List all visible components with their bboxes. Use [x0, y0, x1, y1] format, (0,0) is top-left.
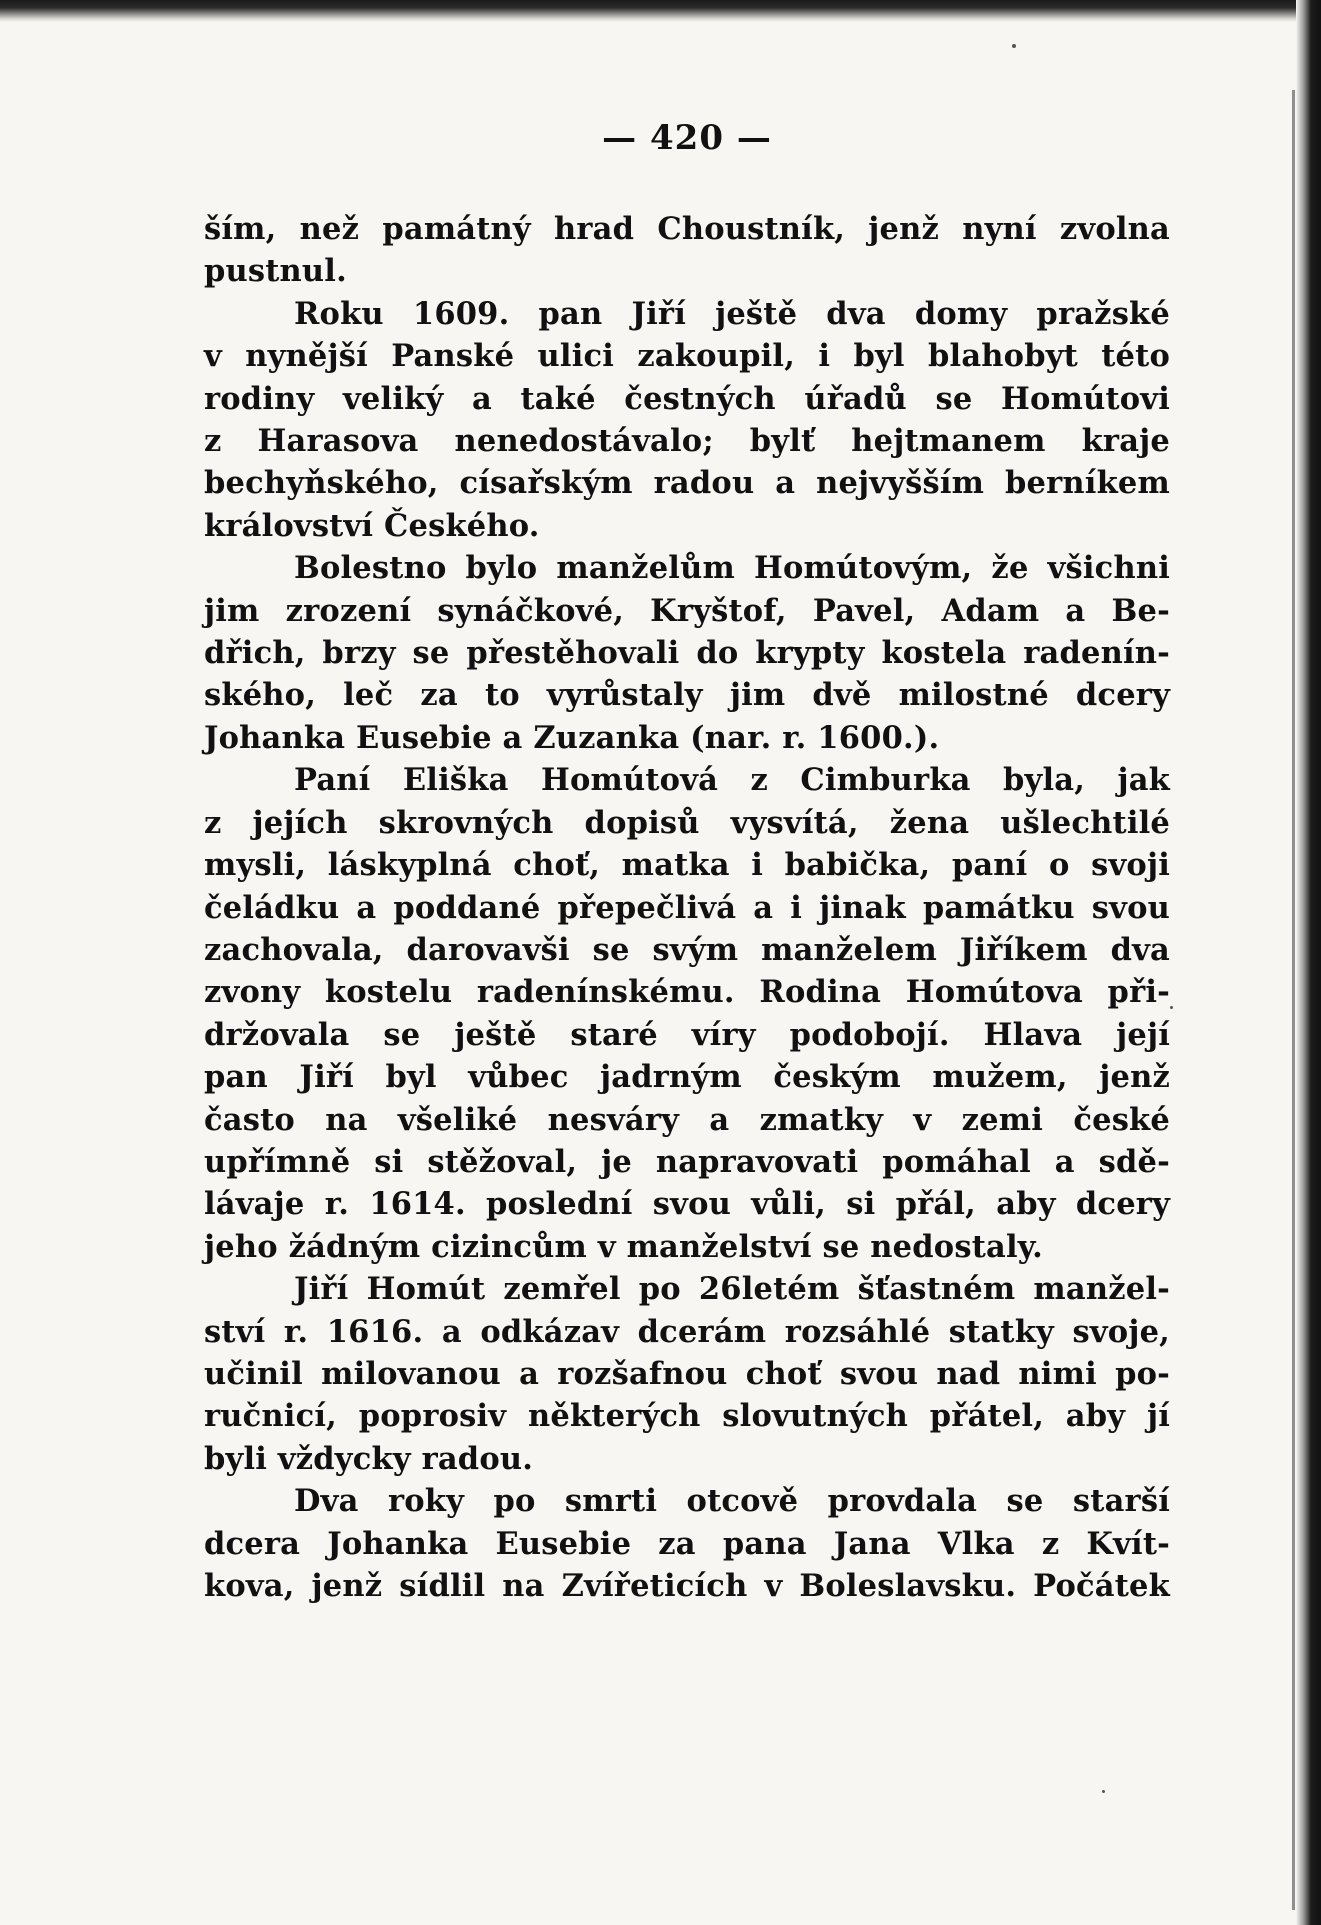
- text-line: jeho žádným cizincům v manželství se nedostaly.: [204, 1228, 1043, 1265]
- body-text: [204, 208, 1170, 1607]
- text-line: jim zrození synáčkové, Kryštof, Pavel, Adam a Be-: [204, 592, 1170, 629]
- text-line: z Harasova nenedostávalo; bylť hejtmanem kraje: [204, 423, 1170, 460]
- text-line: Roku 1609. pan Jiří ještě dva domy pražské: [294, 295, 1170, 332]
- text-line: bechyňského, císařským radou a nejvyšším berníkem: [204, 465, 1170, 502]
- text-line: držovala se ještě staré víry podobojí. Hlava její: [204, 1016, 1170, 1053]
- text-line: království Českého.: [204, 507, 540, 544]
- text-line: Bolestno bylo manželům Homútovým, že všichni: [294, 550, 1170, 587]
- text-line: mysli, láskyplná choť, matka i babička, paní o svoji: [204, 847, 1170, 884]
- text-line: z jejích skrovných dopisů vysvítá, žena ušlechtilé: [204, 804, 1170, 841]
- text-line: zachovala, darovavši se svým manželem Jiříkem dva: [204, 931, 1170, 968]
- text-line: ského, leč za to vyrůstaly jim dvě milostné dcery: [204, 677, 1170, 714]
- text-line: ším, než památný hrad Choustník, jenž nyní zvolna: [204, 211, 1170, 247]
- scan-speck: [1012, 44, 1016, 48]
- text-line: čeládku a poddané přepečlivá a i jinak památku svou: [204, 889, 1170, 926]
- text-line: dcera Johanka Eusebie za pana Jana Vlka z Kvít-: [204, 1525, 1170, 1562]
- text-line: ručnicí, poprosiv některých slovutných přátel, aby jí: [204, 1398, 1170, 1435]
- text-line: Jiří Homút zemřel po 26letém šťastném manžel-: [294, 1271, 1170, 1308]
- page-edge-line: [1292, 90, 1295, 1910]
- text-line: Dva roky po smrti otcově provdala se starší: [294, 1483, 1170, 1520]
- scan-border-top: [0, 0, 1321, 22]
- text-line: upřímně si stěžoval, je napravovati pomáhal a sdě-: [204, 1143, 1170, 1180]
- text-line: v nynější Panské ulici zakoupil, i byl blahobyt této: [204, 338, 1170, 375]
- scan-speck: [1102, 1790, 1105, 1793]
- text-line: pustnul.: [204, 253, 347, 290]
- text-line: učinil milovanou a rozšafnou choť svou nad nimi po-: [204, 1355, 1170, 1392]
- text-line: rodiny veliký a také čestných úřadů se Homútovi: [204, 380, 1170, 417]
- text-line: zvony kostelu radenínskému. Rodina Homútova při-: [204, 974, 1170, 1011]
- text-line: lávaje r. 1614. poslední svou vůli, si přál, aby dcery: [204, 1186, 1170, 1223]
- text-line: Johanka Eusebie a Zuzanka (nar. r. 1600.).: [204, 719, 940, 756]
- text-line: pan Jiří byl vůbec jadrným českým mužem, jenž: [204, 1059, 1170, 1096]
- text-line: kova, jenž sídlil na Zvířeticích v Boleslavsku. Počátek: [204, 1568, 1170, 1604]
- scan-border-right: [1296, 0, 1321, 1925]
- text-line: byli vždycky radou.: [204, 1440, 534, 1477]
- text-line: často na všeliké nesváry a zmatky v zemi české: [204, 1101, 1170, 1138]
- text-line: ství r. 1616. a odkázav dcerám rozsáhlé statky svoje,: [204, 1313, 1170, 1350]
- text-line: dřich, brzy se přestěhovali do krypty kostela radenín-: [204, 635, 1170, 672]
- page-number: — 420 —: [602, 118, 772, 158]
- scan-speck: [1170, 1006, 1173, 1009]
- text-line: Paní Eliška Homútová z Cimburka byla, jak: [294, 762, 1170, 799]
